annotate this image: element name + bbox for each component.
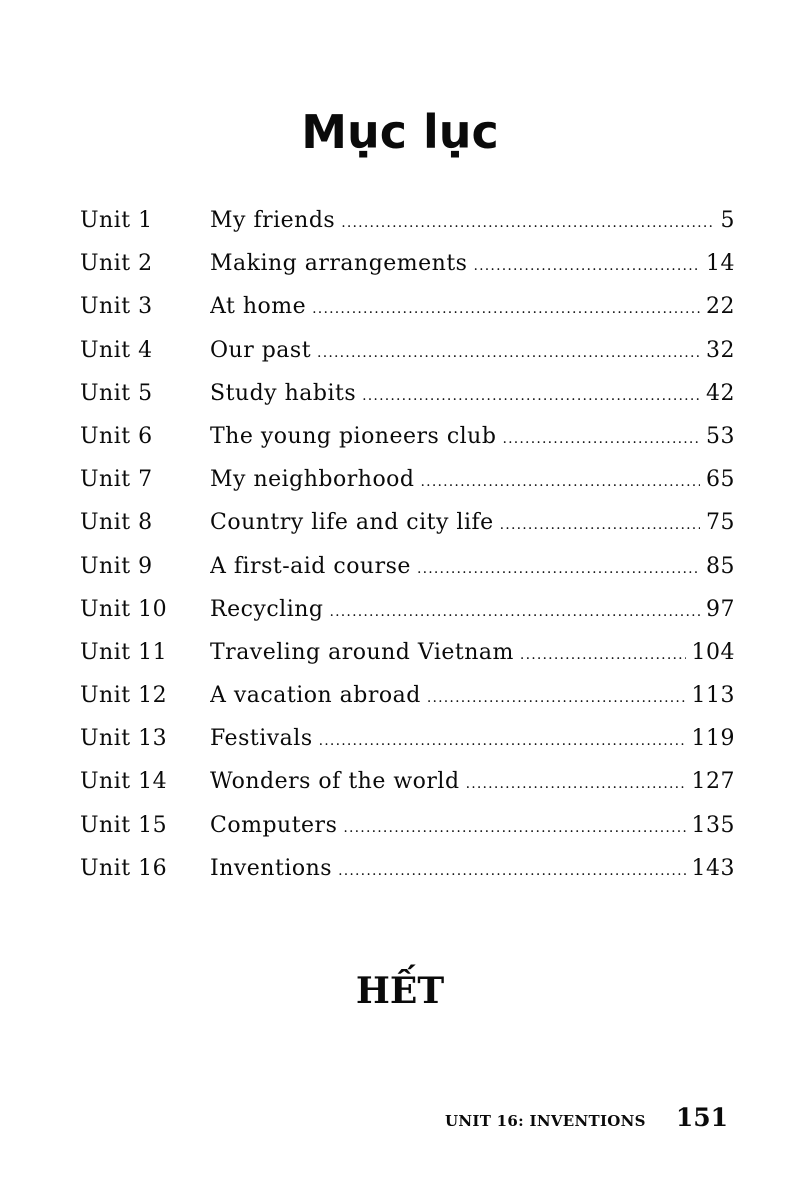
toc-unit-label: Unit 5 [80,380,153,406]
toc-unit-label: Unit 15 [80,812,168,838]
toc-unit-label: Unit 9 [80,553,153,579]
toc-row [80,640,735,683]
dot-leader [312,301,700,317]
toc-topic: Study habits [210,380,357,406]
toc-page-number: 119 [691,726,735,752]
toc-unit-label: Unit 16 [80,855,168,881]
dot-leader [421,474,700,490]
toc-topic: Our past [210,337,312,363]
toc-unit-label: Unit 1 [80,208,153,233]
toc-page-number: 65 [706,467,735,493]
toc-page-number: 42 [706,380,735,406]
page-footer [445,1103,728,1132]
toc-topic: Inventions [210,855,333,881]
toc-row [80,769,735,812]
toc-entry [210,294,735,319]
dot-leader [520,647,686,663]
toc-topic: Computers [210,812,338,838]
toc-row [80,597,735,640]
toc-row [80,251,735,294]
page-number: 151 [675,1103,728,1132]
toc-entry [210,769,735,794]
dot-leader [473,258,700,274]
toc-entry [210,424,735,449]
toc-topic: The young pioneers club [210,423,497,449]
toc-row [80,683,735,726]
toc-row [80,381,735,424]
toc-entry [210,510,735,535]
toc-unit-label: Unit 3 [80,294,153,320]
toc-page-number: 85 [706,553,735,579]
toc-page-number: 127 [691,769,735,795]
toc-row [80,726,735,769]
toc-topic: Making arrangements [210,251,468,277]
dot-leader [319,733,686,749]
toc-unit-label: Unit 10 [80,596,168,622]
dot-leader [417,561,700,577]
toc-row [80,208,735,251]
dot-leader [341,215,714,231]
toc-page-number: 135 [691,812,735,838]
dot-leader [338,863,685,879]
toc-topic: Wonders of the world [210,769,460,795]
toc-unit-label: Unit 11 [80,639,168,665]
toc-topic: A first-aid course [210,553,411,579]
toc-topic: Traveling around Vietnam [210,639,514,665]
toc-entry [210,640,735,665]
toc-topic: My friends [210,208,336,233]
toc-row [80,294,735,337]
table-of-contents [80,208,735,899]
toc-topic: My neighborhood [210,467,415,493]
dot-leader [317,345,700,361]
toc-page-number: 104 [691,639,735,665]
toc-row [80,813,735,856]
toc-page-number: 143 [691,855,735,881]
toc-page-number: 53 [706,423,735,449]
toc-entry [210,251,735,276]
end-marker: HẾT [355,970,445,1012]
toc-entry [210,467,735,492]
toc-page-number: 97 [706,596,735,622]
toc-row [80,554,735,597]
toc-page-number: 14 [706,251,735,277]
dot-leader [343,820,685,836]
toc-unit-label: Unit 4 [80,337,153,363]
toc-entry [210,381,735,406]
toc-entry [210,683,735,708]
dot-leader [427,690,686,706]
toc-entry [210,813,735,838]
toc-page-number: 22 [706,294,735,320]
toc-entry [210,338,735,363]
toc-entry [210,597,735,622]
toc-row [80,856,735,899]
toc-unit-label: Unit 2 [80,251,153,277]
toc-topic: A vacation abroad [210,683,421,709]
page-title: Mục lục [301,105,499,159]
toc-unit-label: Unit 12 [80,683,168,709]
toc-row [80,467,735,510]
toc-unit-label: Unit 14 [80,769,168,795]
dot-leader [362,388,700,404]
toc-unit-label: Unit 8 [80,510,153,536]
toc-entry [210,208,735,233]
toc-page-number: 75 [706,510,735,536]
dot-leader [502,431,700,447]
toc-page-number: 113 [691,683,735,709]
toc-topic: Recycling [210,596,324,622]
toc-topic: Country life and city life [210,510,494,536]
running-head: UNIT 16: INVENTIONS [444,1112,646,1130]
toc-unit-label: Unit 6 [80,423,153,449]
dot-leader [466,776,686,792]
toc-entry [210,726,735,751]
dot-leader [500,517,700,533]
toc-row [80,510,735,553]
toc-topic: At home [210,294,307,320]
toc-page-number: 5 [720,208,735,233]
toc-row [80,424,735,467]
toc-entry [210,856,735,881]
toc-row [80,338,735,381]
toc-unit-label: Unit 13 [80,726,168,752]
toc-entry [210,554,735,579]
dot-leader [329,604,700,620]
toc-page-number: 32 [706,337,735,363]
toc-topic: Festivals [210,726,313,752]
toc-unit-label: Unit 7 [80,467,153,493]
